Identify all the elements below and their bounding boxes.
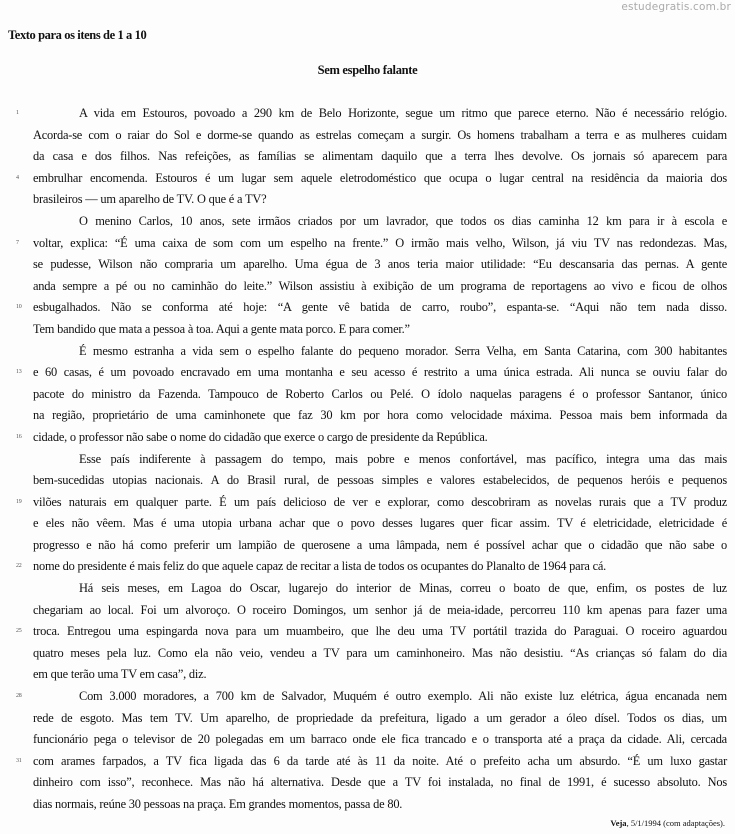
line-text: esbugalhados. Não se conforma até hoje: “A gente vê batida de carro, roubo”, espanta-se. “Aqui não tem nada disso. bbox=[33, 300, 727, 315]
text-line bbox=[16, 686, 727, 708]
text-line bbox=[33, 708, 727, 730]
line-text: É mesmo estranha a vida sem o espelho falante do pequeno morador. Serra Velha, em Santa Catarina, com 300 habitantes bbox=[79, 343, 727, 358]
line-text: progresso e não há como preferir um lampião de querosene a uma lâmpada, nem é possível achar que o cidadão que não sabe o bbox=[33, 537, 727, 552]
text-line bbox=[33, 513, 727, 535]
text-line bbox=[16, 556, 727, 578]
line-text: anda sempre a pé ou no caminhão do leite.” Wilson assistiu à exibição de um programa de reportagens ao vivo e ficou de olhos bbox=[33, 278, 727, 293]
text-title: Sem espelho falante bbox=[317, 63, 418, 77]
line-text: se pudesse, Wilson não compraria um aparelho. Uma égua de 3 anos teria maior utilidade: “Eu descansaria das pernas. A gente bbox=[33, 257, 727, 272]
line-text: em que terão uma TV em casa”, diz. bbox=[33, 667, 207, 682]
text-line bbox=[16, 103, 727, 125]
watermark: estudegratis.com.br bbox=[621, 1, 731, 13]
text-line bbox=[33, 405, 727, 427]
line-text: brasileiros — um aparelho de TV. O que é a TV? bbox=[33, 192, 267, 207]
line-text: chegariam ao local. Foi um alvoroço. O roceiro Domingos, um senhor já de meia-idade, percorreu 110 km apenas para fazer uma bbox=[33, 602, 727, 617]
line-text: da casa e dos filhos. Nas refeições, as famílias se alimentam daquilo que a terra lhes devolve. Os jornais só aparecem para bbox=[33, 149, 727, 164]
line-number: 1 bbox=[16, 110, 19, 116]
text-line bbox=[33, 729, 727, 751]
text-line bbox=[33, 384, 727, 406]
text-line bbox=[16, 168, 727, 190]
line-text: cidade, o professor não sabe o nome do cidadão que exerce o cargo de presidente da República. bbox=[33, 429, 488, 444]
line-text: dias normais, reúne 30 pessoas na praça. Em grandes momentos, passa de 80. bbox=[33, 797, 403, 811]
line-number: 7 bbox=[16, 239, 19, 246]
text-line bbox=[16, 233, 727, 255]
line-text: dinheiro com isso”, reconhece. Mas não há alternativa. Desde que a TV foi instalada, no final de 1991, é sucesso absoluto. Nos bbox=[33, 775, 727, 790]
text-line bbox=[33, 254, 727, 276]
text-line bbox=[33, 449, 727, 471]
line-text: vilões naturais em qualquer parte. É um país delicioso de ver e explorar, como descobriram as novelas rurais que a TV produz bbox=[33, 494, 727, 509]
source-detail: , 5/1/1994 (com adaptações). bbox=[626, 818, 725, 828]
line-text: Há seis meses, em Lagoa do Oscar, lugarejo do interior de Minas, correu o boato de que, enfim, os postes de luz bbox=[79, 581, 727, 596]
text-line bbox=[33, 319, 727, 341]
section-label: Texto para os itens de 1 a 10 bbox=[8, 28, 147, 42]
line-text: nome do presidente é mais feliz do que aquele capaz de recitar a lista de todos os ocupantes do Planalto de 1964 para cá. bbox=[33, 559, 607, 574]
line-text: rede de esgoto. Mas tem TV. Um aparelho, de propriedade da prefeitura, ligado a um gerador a óleo dísel. Todos os dias, um bbox=[33, 710, 727, 725]
line-number: 25 bbox=[16, 628, 22, 635]
text-line bbox=[16, 751, 727, 773]
line-number: 19 bbox=[16, 498, 22, 505]
line-number: 22 bbox=[16, 563, 22, 570]
line-text: na região, proprietário de uma caminhonete que faz 30 km por hora como velocidade máxima. Pessoa mais bem informada da bbox=[33, 408, 727, 423]
line-number: 4 bbox=[16, 174, 19, 181]
text-line bbox=[33, 600, 727, 622]
line-text: funcionário pega o televisor de 20 polegadas em um barraco onde ele fica trancado e o transporta até a praça da cidade. Ali, cercada bbox=[33, 732, 727, 747]
text-line bbox=[33, 664, 727, 686]
text-line bbox=[33, 535, 727, 557]
line-text: embrulhar encomenda. Estouros é um lugar sem aquele eletrodoméstico que ocupa o lugar central na residência da maioria dos bbox=[33, 170, 727, 185]
line-text: pacote do ministro da Fazenda. Tampouco de Roberto Carlos ou Pelé. O ídolo naquelas paragens é o professor Santanor, único bbox=[33, 386, 727, 401]
line-text: voltar, explica: “É uma caixa de som com um espelho na frente.” O irmão mais velho, Wilson, já viu TV nas redondezas. Mas, bbox=[33, 235, 727, 250]
text-line bbox=[16, 362, 727, 384]
text-body bbox=[16, 103, 727, 816]
text-line bbox=[33, 794, 727, 816]
line-text: e 60 casas, é um povoado encravado em uma montanha e seu acesso é restrito a uma única estrada. Ali nunca se ouviu falar do bbox=[33, 365, 727, 380]
line-text: Acorda-se com o raiar do Sol e dorme-se quando as estrelas começam a surgir. Os homens trabalham a terra e as mulheres cuidam bbox=[33, 127, 727, 142]
text-line bbox=[33, 276, 727, 298]
line-text: Esse país indiferente à passagem do tempo, mais pobre e menos confortável, mas pacífico, integra uma das mais bbox=[79, 451, 727, 466]
text-line bbox=[33, 146, 727, 168]
line-number: 16 bbox=[16, 433, 22, 440]
source-publication: Veja bbox=[610, 818, 627, 828]
text-line bbox=[16, 492, 727, 514]
line-text: Tem bandido que mata a pessoa à toa. Aqui a gente mata porco. E para comer.” bbox=[33, 321, 410, 336]
text-line bbox=[33, 470, 727, 492]
text-line bbox=[33, 189, 727, 211]
line-number: 13 bbox=[16, 369, 22, 376]
line-text: com arames farpados, a TV fica ligada das 6 da tarde até às 11 da noite. Até o prefeito acha um absurdo. “É um luxo gastar bbox=[33, 753, 727, 768]
line-text: Com 3.000 moradores, a 700 km de Salvador, Muquém é outro exemplo. Ali não existe luz elétrica, água encanada nem bbox=[79, 689, 727, 704]
line-text: troca. Entregou uma espingarda nova para um muambeiro, que lhe deu uma TV portátil trazida do Paraguai. O roceiro aguardou bbox=[33, 624, 727, 639]
text-line bbox=[33, 125, 727, 147]
line-number: 28 bbox=[16, 693, 22, 700]
line-text: O menino Carlos, 10 anos, sete irmãos criados por um lavrador, que todos os dias caminha 12 km para ir à escola e bbox=[79, 213, 727, 228]
line-text: e eles não vêem. Mas é uma utopia urbana achar que o povo desses lugares quer ficar assim. TV é eletricidade, eletricidade é bbox=[33, 516, 727, 531]
line-text: quatro meses pela luz. Como ela não veio, vendeu a TV para um caminhoneiro. Mas não desistiu. “As crianças só falam do dia bbox=[33, 645, 727, 660]
text-line bbox=[33, 211, 727, 233]
text-line bbox=[33, 643, 727, 665]
line-number: 31 bbox=[16, 757, 22, 764]
source-citation bbox=[610, 818, 725, 828]
text-line bbox=[16, 427, 727, 449]
text-line bbox=[33, 341, 727, 363]
text-line bbox=[33, 578, 727, 600]
text-line bbox=[16, 621, 727, 643]
text-line bbox=[16, 297, 727, 319]
line-text: bem-sucedidas utopias nacionais. A do Brasil rural, de pessoas simples e valores estabelecidos, de pequenos heróis e pequenos bbox=[33, 473, 727, 488]
line-text: A vida em Estouros, povoado a 290 km de Belo Horizonte, segue um ritmo que parece eterno. Não é necessário relógio. bbox=[79, 106, 727, 120]
line-number: 10 bbox=[16, 304, 22, 311]
text-line bbox=[33, 772, 727, 794]
